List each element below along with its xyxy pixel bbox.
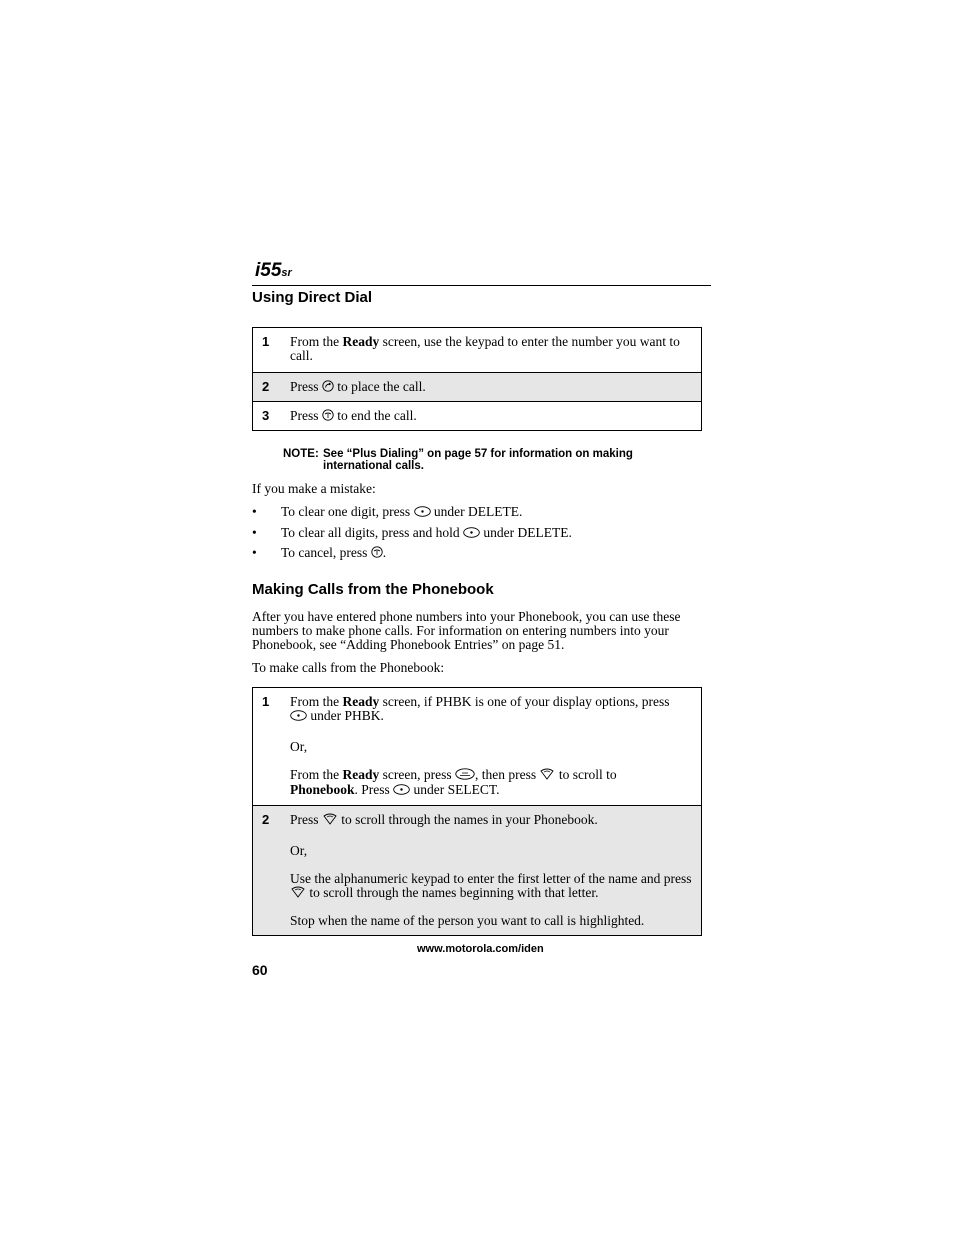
- softkey-icon: [393, 784, 410, 798]
- step-number: 2: [262, 379, 270, 394]
- softkey-icon: [414, 506, 431, 520]
- phonebook-intro: To make calls from the Phonebook:: [252, 660, 445, 675]
- page-number: 60: [252, 962, 268, 978]
- footer-url: www.motorola.com/iden: [417, 943, 544, 955]
- or-text: Or,: [290, 843, 308, 858]
- step-text: Press to end the call.: [290, 408, 417, 423]
- step-number: 1: [262, 334, 270, 349]
- phonebook-paragraph: After you have entered phone numbers into your Phonebook, you can use these numbers to make phone calls. For information on entering numbers into your Phonebook, see “Adding Phonebook Entries” on page 51.: [252, 609, 681, 652]
- end-key-icon: [371, 546, 383, 561]
- product-logo: i55sr: [255, 260, 292, 281]
- step-number: 2: [262, 812, 270, 827]
- phonebook-steps: [252, 687, 702, 936]
- note-text: See “Plus Dialing” on page 57 for information on making international calls.: [323, 448, 633, 472]
- menu-key-icon: [455, 768, 475, 783]
- step-row: [253, 372, 701, 401]
- step-text: From the Ready screen, if PHBK is one of your display options, press under PHBK.: [290, 694, 670, 723]
- or-text: Or,: [290, 739, 308, 754]
- header-rule: [252, 285, 711, 286]
- bullet-dot: •: [252, 545, 257, 560]
- section-title-direct-dial: Using Direct Dial: [252, 289, 373, 306]
- note-label: NOTE:: [283, 448, 319, 460]
- direct-dial-steps: [252, 327, 702, 431]
- step-row: [253, 401, 701, 430]
- step-row: [253, 328, 701, 372]
- softkey-icon: [463, 527, 480, 541]
- send-key-icon: [322, 380, 334, 395]
- step-row: [253, 805, 701, 935]
- step-text: Press to scroll through the names in your Phonebook.: [290, 812, 598, 827]
- step-text: From the Ready screen, press , then press to scroll to Phonebook. Press under SELECT.: [290, 767, 617, 797]
- end-key-icon: [322, 409, 334, 424]
- step-text: Press to place the call.: [290, 379, 426, 394]
- section-title-phonebook: Making Calls from the Phonebook: [252, 581, 494, 598]
- scroll-key-icon: [322, 813, 338, 828]
- scroll-key-icon: [290, 886, 306, 901]
- step-number: 3: [262, 408, 270, 423]
- step-number: 1: [262, 694, 270, 709]
- step-text: Use the alphanumeric keypad to enter the first letter of the name and press to scroll through the names beginning with that letter.: [290, 871, 692, 900]
- softkey-icon: [290, 710, 307, 724]
- mistake-intro: If you make a mistake:: [252, 481, 376, 496]
- step-text: From the Ready screen, use the keypad to enter the number you want to call.: [290, 334, 680, 363]
- scroll-key-icon: [539, 768, 555, 783]
- bullet-dot: •: [252, 504, 257, 519]
- step-text: Stop when the name of the person you want to call is highlighted.: [290, 913, 645, 928]
- step-row: [253, 688, 701, 805]
- bullet-dot: •: [252, 525, 257, 540]
